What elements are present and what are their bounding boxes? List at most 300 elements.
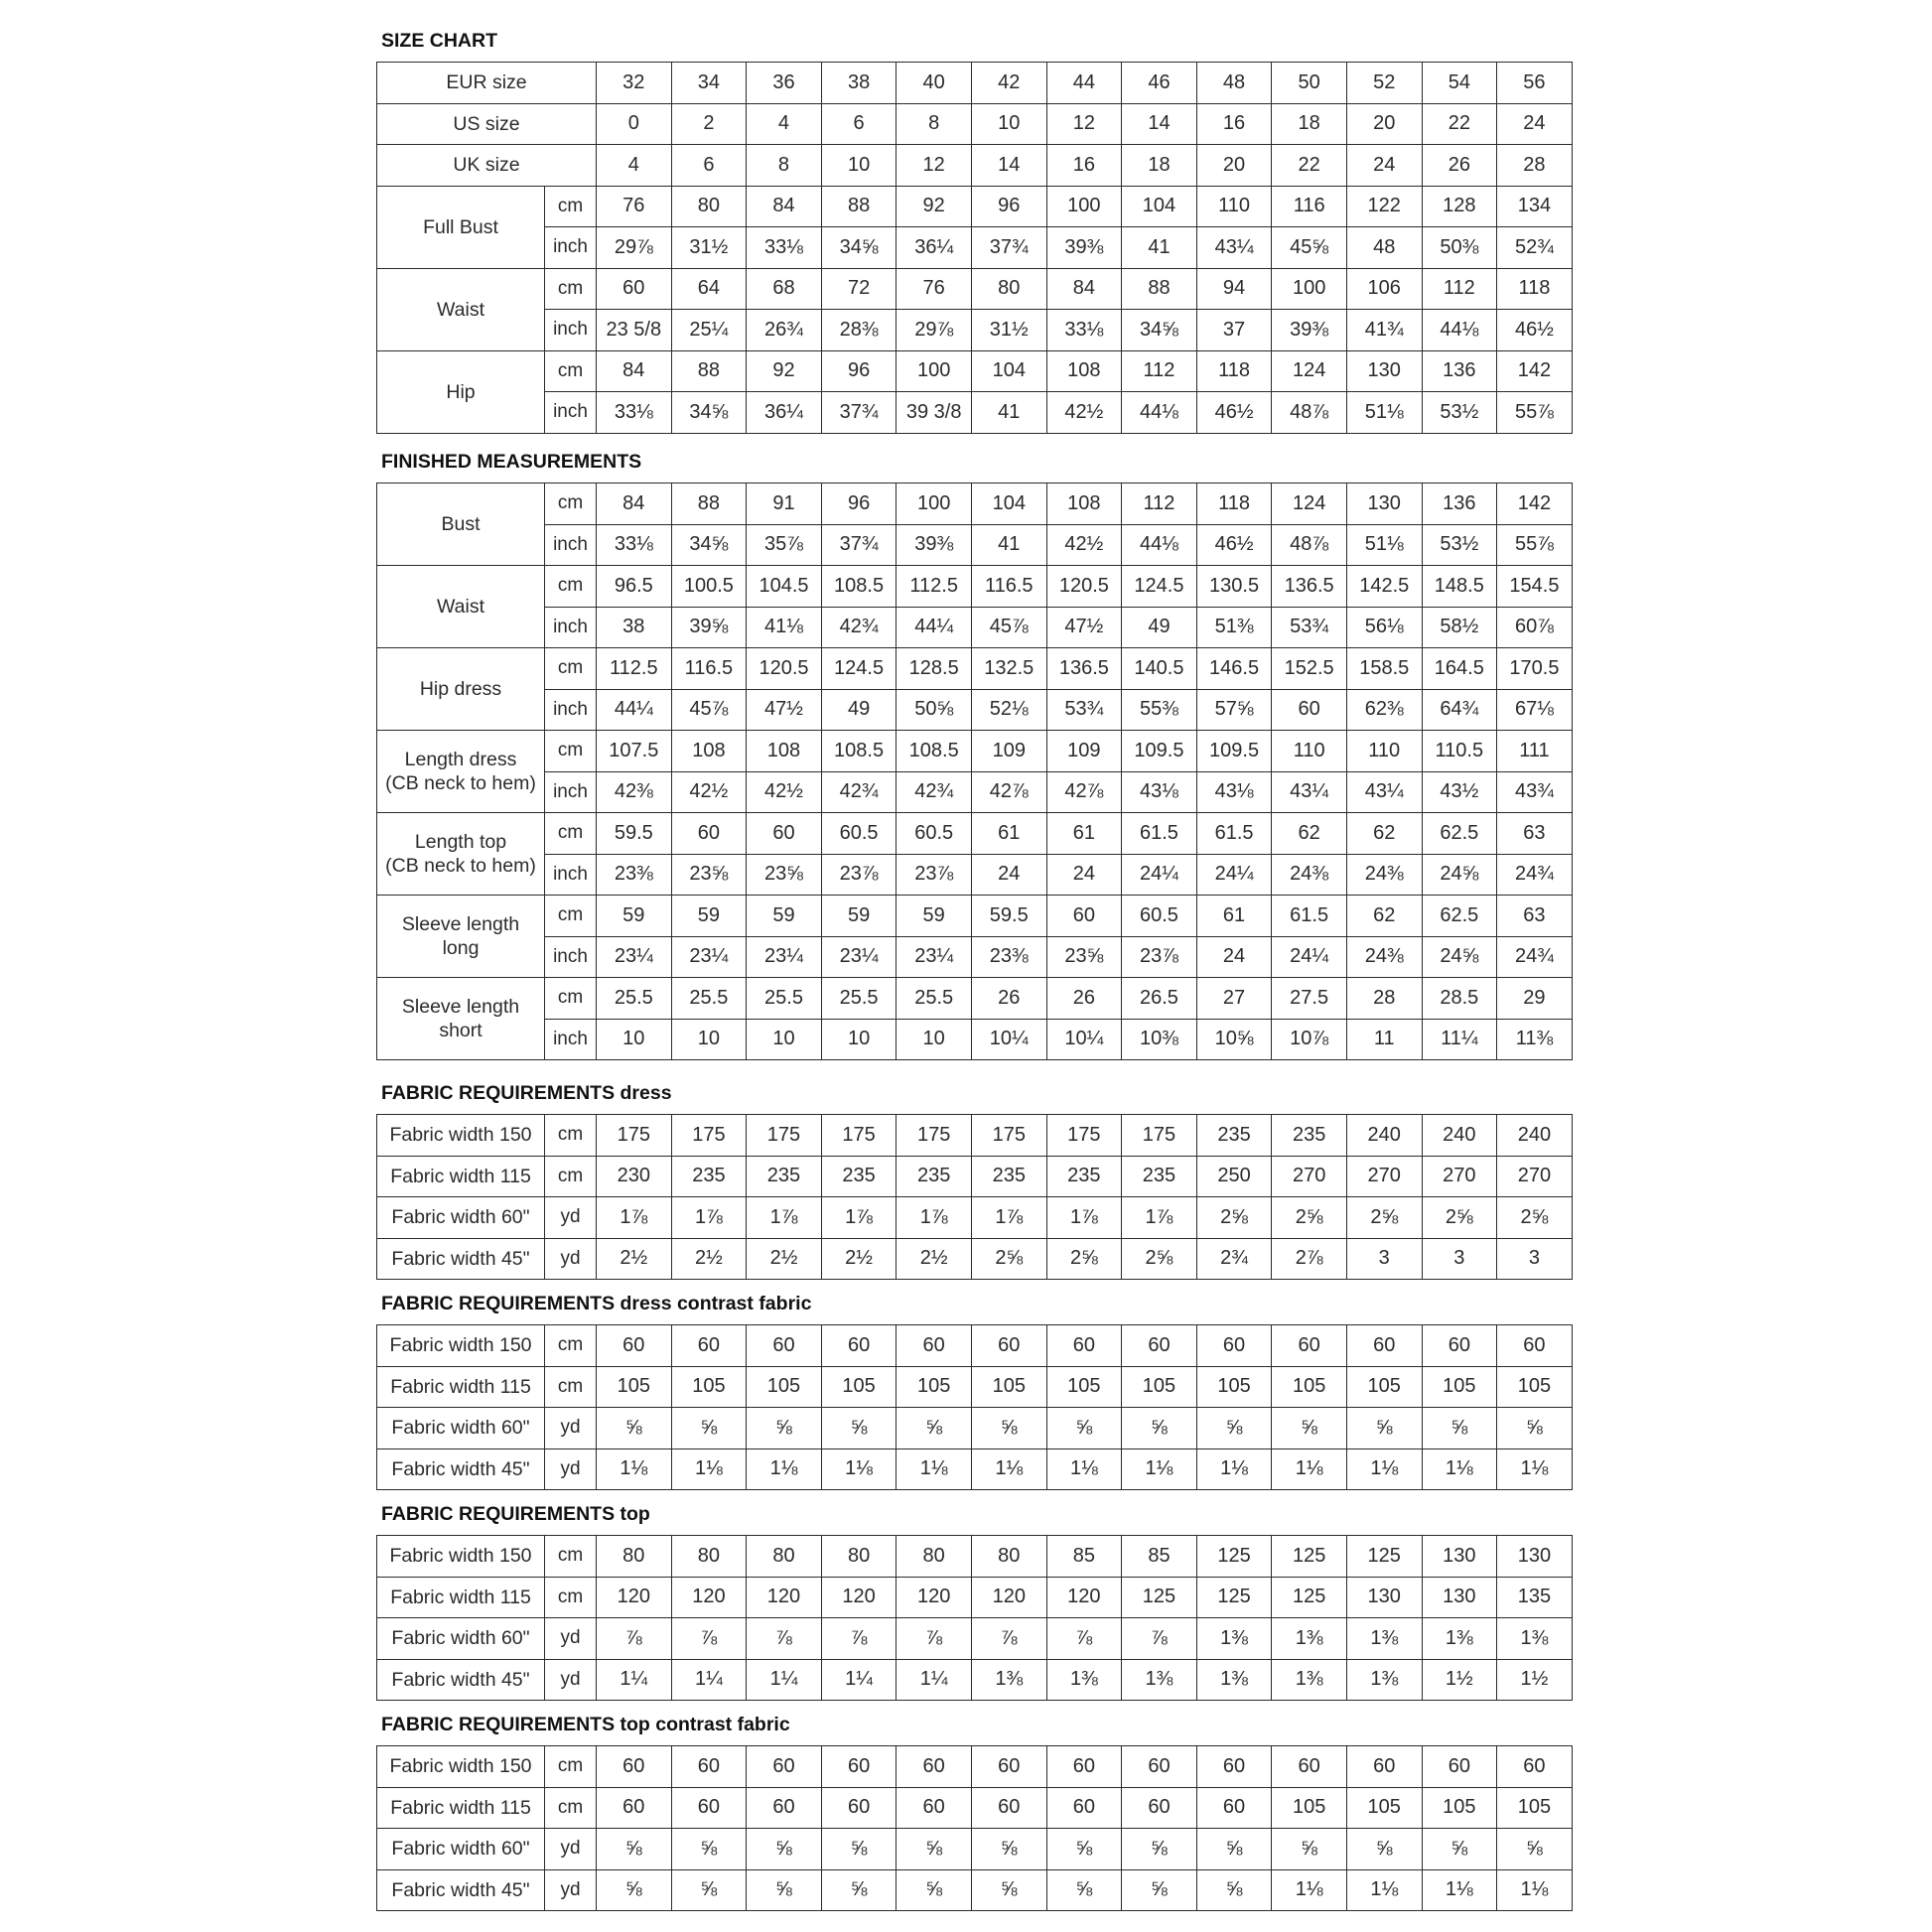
table-cell: 130 (1346, 1577, 1422, 1618)
table-cell: 1¼ (671, 1659, 747, 1701)
table-cell: 27 (1196, 978, 1272, 1020)
measurement-row (377, 566, 1573, 608)
table-cell: 50⅜ (1422, 227, 1497, 269)
table-cell: 48 (1346, 227, 1422, 269)
table-cell: 2½ (597, 1238, 672, 1280)
table-cell: 24 (971, 854, 1046, 896)
table-cell: 50 (1272, 63, 1347, 104)
measurement-row (377, 936, 1573, 978)
table-cell: 84 (1046, 268, 1122, 310)
table-cell: 64¾ (1422, 689, 1497, 731)
group-label (377, 978, 545, 1060)
table-cell: 41⅛ (747, 607, 822, 648)
table-cell: 60 (1497, 1746, 1573, 1788)
table-cell: 1⅜ (1196, 1659, 1272, 1701)
fabric-width-label: Fabric width 150 (377, 1325, 545, 1367)
table-cell: ⅝ (1346, 1829, 1422, 1870)
fabric-row (377, 1238, 1573, 1280)
table-cell: 85 (1122, 1536, 1197, 1578)
table-cell: 51⅛ (1346, 524, 1422, 566)
fabric-row (377, 1366, 1573, 1408)
fabric-dress-contrast-title: FABRIC REQUIREMENTS dress contrast fabric (381, 1293, 812, 1314)
table-cell: 60 (747, 1325, 822, 1367)
table-cell: 84 (597, 350, 672, 392)
table-cell: 118 (1196, 483, 1272, 525)
fabric-dress-table (376, 1114, 1573, 1280)
unit-label: yd (545, 1829, 597, 1870)
table-cell: 175 (821, 1115, 897, 1157)
unit-label: yd (545, 1238, 597, 1280)
table-cell: 106 (1346, 268, 1422, 310)
fabric-width-label: Fabric width 150 (377, 1746, 545, 1788)
size-chart-table (376, 62, 1573, 434)
table-cell: 46½ (1196, 524, 1272, 566)
fabric-width-label: Fabric width 60" (377, 1829, 545, 1870)
unit-label: yd (545, 1197, 597, 1239)
table-cell: 23⅞ (897, 854, 972, 896)
table-cell: 1¼ (747, 1659, 822, 1701)
row-label: EUR size (377, 63, 597, 104)
table-cell: 60 (1196, 1746, 1272, 1788)
table-cell: 1½ (1497, 1659, 1573, 1701)
table-cell: 8 (897, 103, 972, 145)
fabric-top-contrast-title: FABRIC REQUIREMENTS top contrast fabric (381, 1714, 790, 1735)
table-cell: 1⅞ (1046, 1197, 1122, 1239)
table-cell: 60 (1196, 1787, 1272, 1829)
table-cell: 1⅜ (1272, 1659, 1347, 1701)
table-cell: 60 (1122, 1787, 1197, 1829)
table-cell: 240 (1422, 1115, 1497, 1157)
table-cell: 1⅜ (1346, 1618, 1422, 1660)
table-cell: 2⅝ (1346, 1197, 1422, 1239)
table-cell: 80 (671, 1536, 747, 1578)
table-cell: 142.5 (1346, 566, 1422, 608)
fabric-row (377, 1746, 1573, 1788)
table-cell: 1⅞ (597, 1197, 672, 1239)
table-cell: 116.5 (671, 648, 747, 690)
table-cell: 23⅝ (671, 854, 747, 896)
table-cell: 60 (747, 1746, 822, 1788)
table-cell: 112 (1122, 350, 1197, 392)
table-cell: 47½ (1046, 607, 1122, 648)
table-cell: 24¾ (1497, 854, 1573, 896)
table-cell: 49 (821, 689, 897, 731)
table-cell: 175 (671, 1115, 747, 1157)
table-cell: 62 (1272, 813, 1347, 855)
table-cell: 45⅞ (971, 607, 1046, 648)
table-cell: 1⅜ (1196, 1618, 1272, 1660)
table-cell: 1⅛ (821, 1449, 897, 1490)
table-cell: 25.5 (747, 978, 822, 1020)
table-cell: 105 (971, 1366, 1046, 1408)
table-cell: 14 (1122, 103, 1197, 145)
table-cell: 49 (1122, 607, 1197, 648)
table-cell: 60 (897, 1325, 972, 1367)
table-cell: 27.5 (1272, 978, 1347, 1020)
table-cell: 60 (821, 1325, 897, 1367)
table-cell: 1¼ (597, 1659, 672, 1701)
table-cell: 62 (1346, 813, 1422, 855)
fabric-row (377, 1829, 1573, 1870)
table-cell: 28 (1346, 978, 1422, 1020)
fabric-top-contrast-table (376, 1745, 1573, 1911)
table-cell: 2½ (671, 1238, 747, 1280)
table-cell: 158.5 (1346, 648, 1422, 690)
table-cell: 60 (821, 1787, 897, 1829)
table-cell: 37¾ (821, 524, 897, 566)
table-cell: ⅝ (897, 1869, 972, 1911)
table-cell: 24 (1196, 936, 1272, 978)
table-cell: 109 (1046, 731, 1122, 772)
table-cell: 23⅞ (821, 854, 897, 896)
fabric-row (377, 1618, 1573, 1660)
table-cell: 1⅜ (1122, 1659, 1197, 1701)
table-cell: 62 (1346, 896, 1422, 937)
table-cell: 60 (1046, 1746, 1122, 1788)
table-cell: 42¾ (897, 771, 972, 813)
table-cell: 38 (597, 607, 672, 648)
table-cell: 1⅛ (971, 1449, 1046, 1490)
table-cell: 118 (1497, 268, 1573, 310)
group-label-line: Sleeve length (401, 996, 520, 1018)
table-cell: 105 (821, 1366, 897, 1408)
table-cell: 60.5 (1122, 896, 1197, 937)
table-cell: 240 (1497, 1115, 1573, 1157)
fabric-row (377, 1869, 1573, 1911)
fabric-top-title: FABRIC REQUIREMENTS top (381, 1503, 650, 1525)
group-label-line: Length dress (404, 749, 517, 770)
table-cell: 109.5 (1196, 731, 1272, 772)
table-cell: 96 (971, 186, 1046, 227)
table-cell: 28.5 (1422, 978, 1497, 1020)
fabric-row (377, 1536, 1573, 1578)
table-cell: 46½ (1196, 392, 1272, 434)
table-cell: 50⅝ (897, 689, 972, 731)
table-cell: 105 (1422, 1787, 1497, 1829)
unit-label: inch (545, 854, 597, 896)
table-cell: 72 (821, 268, 897, 310)
table-cell: 36¼ (747, 392, 822, 434)
table-cell: 120 (597, 1577, 672, 1618)
table-cell: ⅝ (971, 1408, 1046, 1449)
table-cell: 142 (1497, 483, 1573, 525)
table-cell: 33⅛ (597, 524, 672, 566)
table-cell: 60 (671, 1746, 747, 1788)
table-cell: 24 (1046, 854, 1122, 896)
table-cell: 142 (1497, 350, 1573, 392)
table-cell: 60 (747, 1787, 822, 1829)
table-cell: 230 (597, 1156, 672, 1197)
table-cell: 88 (671, 483, 747, 525)
table-cell: 59 (671, 896, 747, 937)
unit-label: inch (545, 227, 597, 269)
table-cell: 4 (597, 145, 672, 187)
table-cell: 8 (747, 145, 822, 187)
fabric-width-label: Fabric width 45" (377, 1238, 545, 1280)
table-cell: 250 (1196, 1156, 1272, 1197)
table-cell: 55⅞ (1497, 524, 1573, 566)
table-cell: 67⅛ (1497, 689, 1573, 731)
table-cell: 100.5 (671, 566, 747, 608)
table-cell: 270 (1422, 1156, 1497, 1197)
table-cell: ⅞ (897, 1618, 972, 1660)
table-cell: 1⅞ (747, 1197, 822, 1239)
table-cell: 164.5 (1422, 648, 1497, 690)
table-cell: 44⅛ (1122, 524, 1197, 566)
group-label (377, 483, 545, 566)
unit-label: cm (545, 1156, 597, 1197)
table-cell: ⅝ (597, 1869, 672, 1911)
table-cell: 60 (671, 813, 747, 855)
fabric-row (377, 1577, 1573, 1618)
table-cell: 33⅛ (597, 392, 672, 434)
table-cell: 1⅛ (747, 1449, 822, 1490)
measurement-row (377, 771, 1573, 813)
table-cell: 1½ (1422, 1659, 1497, 1701)
table-cell: 22 (1422, 103, 1497, 145)
table-cell: ⅝ (1122, 1829, 1197, 1870)
table-cell: 44 (1046, 63, 1122, 104)
table-cell: 60 (1422, 1325, 1497, 1367)
table-cell: 148.5 (1422, 566, 1497, 608)
table-cell: 120 (897, 1577, 972, 1618)
table-cell: 1⅛ (1422, 1869, 1497, 1911)
table-cell: 1⅛ (897, 1449, 972, 1490)
table-cell: ⅝ (1497, 1408, 1573, 1449)
table-cell: 60 (971, 1325, 1046, 1367)
table-cell: 76 (597, 186, 672, 227)
group-label (377, 648, 545, 731)
table-cell: 41 (971, 524, 1046, 566)
table-cell: 108 (1046, 483, 1122, 525)
table-cell: 62.5 (1422, 813, 1497, 855)
table-cell: 130 (1422, 1577, 1497, 1618)
table-cell: 43¼ (1196, 227, 1272, 269)
table-cell: 105 (1196, 1366, 1272, 1408)
fabric-row (377, 1156, 1573, 1197)
group-label-line: Full Bust (423, 215, 498, 238)
table-cell: 120 (821, 1577, 897, 1618)
table-cell: 6 (671, 145, 747, 187)
measurement-row (377, 689, 1573, 731)
table-cell: 1⅜ (1497, 1618, 1573, 1660)
table-cell: 105 (671, 1366, 747, 1408)
unit-label: yd (545, 1618, 597, 1660)
table-cell: 96 (821, 483, 897, 525)
table-cell: 96 (821, 350, 897, 392)
table-cell: 34⅝ (1122, 310, 1197, 351)
table-cell: ⅝ (1196, 1869, 1272, 1911)
table-cell: 1⅞ (1122, 1197, 1197, 1239)
table-cell: ⅝ (1122, 1869, 1197, 1911)
table-cell: 235 (1272, 1115, 1347, 1157)
fabric-width-label: Fabric width 45" (377, 1659, 545, 1701)
table-cell: 2⅝ (1196, 1197, 1272, 1239)
table-cell: 6 (821, 103, 897, 145)
table-cell: 42⅞ (971, 771, 1046, 813)
table-cell: 2½ (747, 1238, 822, 1280)
table-cell: 1⅛ (1346, 1869, 1422, 1911)
table-cell: 2⅝ (971, 1238, 1046, 1280)
table-cell: 130 (1346, 483, 1422, 525)
table-cell: 54 (1422, 63, 1497, 104)
table-cell: ⅝ (1122, 1408, 1197, 1449)
table-cell: 40 (897, 63, 972, 104)
table-cell: 26.5 (1122, 978, 1197, 1020)
table-cell: 116 (1272, 186, 1347, 227)
table-cell: 60 (1346, 1746, 1422, 1788)
table-cell: 120.5 (1046, 566, 1122, 608)
table-cell: 60 (1046, 1787, 1122, 1829)
table-cell: 128 (1422, 186, 1497, 227)
table-cell: 45⅞ (671, 689, 747, 731)
unit-label: inch (545, 1019, 597, 1060)
table-cell: 154.5 (1497, 566, 1573, 608)
unit-label: cm (545, 1536, 597, 1578)
unit-label: yd (545, 1408, 597, 1449)
table-cell: 42 (971, 63, 1046, 104)
table-cell: 10 (597, 1019, 672, 1060)
table-cell: 25.5 (671, 978, 747, 1020)
table-cell: 2¾ (1196, 1238, 1272, 1280)
group-label (377, 186, 545, 268)
unit-label: inch (545, 936, 597, 978)
table-cell: 26 (1422, 145, 1497, 187)
table-cell: 43½ (1422, 771, 1497, 813)
table-cell: ⅞ (1122, 1618, 1197, 1660)
table-cell: 1⅜ (1046, 1659, 1122, 1701)
table-cell: 23⅝ (1046, 936, 1122, 978)
size-header-row (377, 145, 1573, 187)
table-cell: 76 (897, 268, 972, 310)
table-cell: 41¾ (1346, 310, 1422, 351)
table-cell: 34⅝ (671, 524, 747, 566)
table-cell: 175 (597, 1115, 672, 1157)
table-cell: 26 (1046, 978, 1122, 1020)
table-cell: ⅝ (1196, 1829, 1272, 1870)
table-cell: 125 (1196, 1536, 1272, 1578)
table-cell: 105 (597, 1366, 672, 1408)
table-cell: 88 (821, 186, 897, 227)
table-cell: 61 (1046, 813, 1122, 855)
table-cell: 34⅝ (671, 392, 747, 434)
table-cell: 105 (1346, 1366, 1422, 1408)
table-cell: 92 (747, 350, 822, 392)
table-cell: 116.5 (971, 566, 1046, 608)
table-cell: ⅝ (1497, 1829, 1573, 1870)
table-cell: 80 (897, 1536, 972, 1578)
table-cell: 48⅞ (1272, 524, 1347, 566)
table-cell: 60 (1422, 1746, 1497, 1788)
table-cell: 2⅝ (1422, 1197, 1497, 1239)
table-cell: 130 (1422, 1536, 1497, 1578)
table-cell: 2½ (897, 1238, 972, 1280)
table-cell: 18 (1122, 145, 1197, 187)
unit-label: cm (545, 648, 597, 690)
table-cell: 23¼ (897, 936, 972, 978)
table-cell: 36 (747, 63, 822, 104)
finished-measurements-table (376, 483, 1573, 1060)
table-cell: 41 (971, 392, 1046, 434)
table-cell: 60 (821, 1746, 897, 1788)
table-cell: 84 (747, 186, 822, 227)
measurement-row (377, 483, 1573, 525)
table-cell: 56 (1497, 63, 1573, 104)
table-cell: 10 (897, 1019, 972, 1060)
table-cell: 12 (897, 145, 972, 187)
table-cell: 2⅝ (1497, 1197, 1573, 1239)
table-cell: ⅝ (747, 1869, 822, 1911)
table-cell: 1⅞ (897, 1197, 972, 1239)
table-cell: 2⅝ (1272, 1197, 1347, 1239)
table-cell: 112 (1122, 483, 1197, 525)
table-cell: 37¾ (971, 227, 1046, 269)
table-cell: 235 (971, 1156, 1046, 1197)
table-cell: 64 (671, 268, 747, 310)
table-cell: 23 5/8 (597, 310, 672, 351)
table-cell: 120 (671, 1577, 747, 1618)
fabric-row (377, 1659, 1573, 1701)
table-cell: ⅞ (747, 1618, 822, 1660)
table-cell: 10 (671, 1019, 747, 1060)
measurement-row (377, 268, 1573, 310)
table-cell: 60.5 (821, 813, 897, 855)
table-cell: 60 (747, 813, 822, 855)
unit-label: inch (545, 771, 597, 813)
row-label: US size (377, 103, 597, 145)
table-cell: ⅝ (821, 1869, 897, 1911)
table-cell: 140.5 (1122, 648, 1197, 690)
table-cell: 270 (1272, 1156, 1347, 1197)
table-cell: ⅝ (897, 1829, 972, 1870)
table-cell: 1¼ (821, 1659, 897, 1701)
table-cell: 125 (1196, 1577, 1272, 1618)
table-cell: 23⅜ (971, 936, 1046, 978)
measurement-row (377, 813, 1573, 855)
table-cell: 29⅞ (597, 227, 672, 269)
table-cell: 38 (821, 63, 897, 104)
table-cell: 52⅛ (971, 689, 1046, 731)
fabric-dress-contrast-table (376, 1324, 1573, 1490)
table-cell: 136 (1422, 350, 1497, 392)
table-cell: 23⅜ (597, 854, 672, 896)
table-cell: 60 (1196, 1325, 1272, 1367)
table-cell: 105 (747, 1366, 822, 1408)
table-cell: 3 (1422, 1238, 1497, 1280)
table-cell: 34⅝ (821, 227, 897, 269)
table-cell: ⅞ (597, 1618, 672, 1660)
table-cell: 60 (597, 1787, 672, 1829)
measurement-row (377, 227, 1573, 269)
fabric-dress-title: FABRIC REQUIREMENTS dress (381, 1082, 672, 1104)
table-cell: 60 (1122, 1746, 1197, 1788)
table-cell: 25¼ (671, 310, 747, 351)
table-cell: 1⅜ (1346, 1659, 1422, 1701)
group-label (377, 731, 545, 813)
table-cell: 108 (1046, 350, 1122, 392)
table-cell: 31½ (671, 227, 747, 269)
table-cell: ⅝ (597, 1829, 672, 1870)
table-cell: 80 (671, 186, 747, 227)
table-cell: 80 (971, 1536, 1046, 1578)
table-cell: 124 (1272, 350, 1347, 392)
table-cell: 175 (897, 1115, 972, 1157)
table-cell: 28⅜ (821, 310, 897, 351)
measurement-row (377, 607, 1573, 648)
table-cell: 55⅞ (1497, 392, 1573, 434)
table-cell: 3 (1346, 1238, 1422, 1280)
table-cell: 60 (971, 1787, 1046, 1829)
